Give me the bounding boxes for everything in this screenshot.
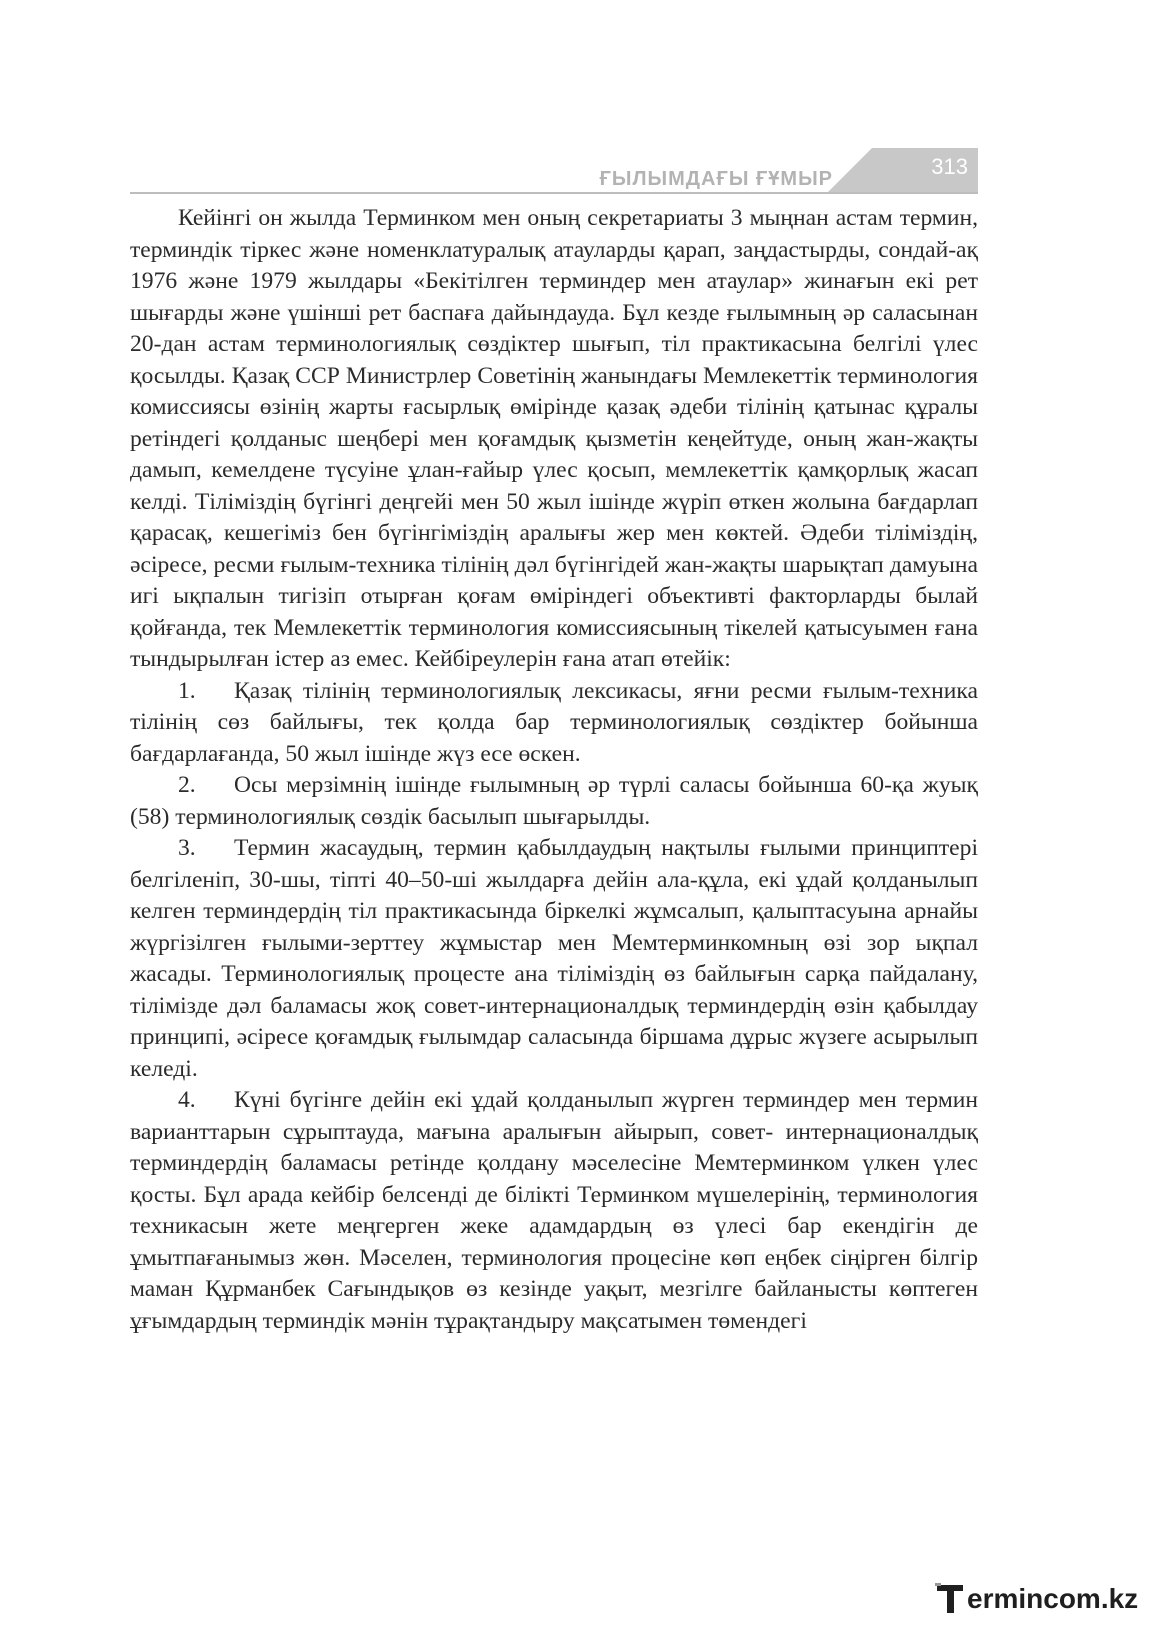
list-item-number: 3. (178, 835, 196, 861)
watermark (935, 1577, 1145, 1621)
list-item-text: Осы мерзімнің ішінде ғылымның әр түрлі саласы бойынша 60-қа жуық (58) терминологиялық сөздік басылып шығарылды. (130, 772, 978, 830)
list-item-number: 4. (178, 1087, 196, 1113)
list-item-text: Күні бүгінге дейін екі ұдай қолданылып жүрген терминдер мен термин варианттарын сұрыптауда, мағына аралығын айырып, совет- интернационалдық терминдердің баламасы ретінде қолдану мәселесіне Мемтерминком үлкен үлес қосты. Бұл арада кейбір белсенді де білікті Терминком мүшелерінің, терминология техникасын жете меңгерген жеке адамдардың өз үлесі бар екендігін де ұмытпағанымыз жөн. Мәселен, терминология процесіне көп еңбек сіңірген білгір маман Құрманбек Сағындықов өз кезінде уақыт, мезгілге байланысты көптеген ұғымдардың терминдік мәнін тұрақтандыру мақсатымен төмендегі (130, 1087, 978, 1334)
list-item-number: 2. (178, 772, 196, 798)
termincom-logo-icon (935, 1581, 965, 1617)
list-item (130, 833, 978, 1085)
page-number-tab (828, 148, 978, 192)
list-item-text: Термин жасаудың, термин қабылдаудың нақтылы ғылыми принциптері белгіленіп, 30-шы, тіпті 40–50-ші жылдарға дейін ала-құла, екі ұдай қолданылып келген терминдердің тіл практикасында біркелкі жұмсалып, қалыптасуына арнайы жүргізілген ғылыми-зерттеу жұмыстар мен Мемтерминкомның өзі зор ықпал жасады. Терминологиялық процесте ана тіліміздің өз байлығын сарқа пайдалану, тілімізде дәл баламасы жоқ совет-интернационалдық терминдердің өзін қабылдау принципі, әсіресе қоғамдық ғылымдар саласында біршама дұрыс жүзеге асырылып келеді. (130, 835, 978, 1082)
list-item (130, 676, 978, 771)
running-header-title: ҒЫЛЫМДАҒЫ ҒҰМЫР (599, 168, 833, 190)
page-header (130, 148, 978, 194)
header-rule (130, 192, 978, 194)
page-number: 313 (931, 154, 968, 179)
list-item-number: 1. (178, 677, 196, 704)
watermark-text: ermincom.kz (967, 1583, 1139, 1614)
list-item (130, 770, 978, 833)
list-item (130, 1085, 978, 1337)
body-text (130, 203, 978, 1337)
list-item-text: Қазақ тілінің терминологиялық лексикасы, яғни ресми ғылым-техника тілінің сөз байлығы, тек қолда бар терминологиялық сөздіктер бойынша бағдарлағанда, 50 жыл ішінде жүз есе өскен. (130, 677, 978, 767)
paragraph: Кейінгі он жылда Терминком мен оның секретариаты 3 мыңнан астам термин, терминдік тіркес және номенклатуралық атауларды қарап, заңдастырды, сондай-ақ 1976 және 1979 жылдары «Бекітілген терминдер мен атаулар» жинағын екі рет шығарды және үшінші рет баспаға дайындауда. Бұл кезде ғылымның әр саласынан 20-дан астам терминологиялық сөздіктер шығып, тіл практикасына белгілі үлес қосылды. Қазақ ССР Министрлер Советінің жанындағы Мемлекеттік терминология комиссиясы өзінің жарты ғасырлық өмірінде қазақ әдеби тілінің қатынас құралы ретіндегі қолданыс шеңбері мен қоғамдық қызметін кеңейтуде, оның жан-жақты дамып, кемелдене түсуіне ұлан-ғайыр үлес қосып, мемлекеттік қамқорлық жасап келді. Тіліміздің бүгінгі деңгейі мен 50 жыл ішінде жүріп өткен жолына бағдарлап қарасақ, кешегіміз бен бүгінгіміздің аралығы жер мен көктей. Әдеби тіліміздің, әсіресе, ресми ғылым-техника тілінің дәл бүгінгідей жан-жақты шарықтап дамуына игі ықпалын тигізіп отырған қоғам өміріндегі объективті факторларды былай қойғанда, тек Мемлекеттік терминология комиссиясының тікелей қатысуымен ғана тындырылған істер аз емес. Кейбіреулерін ғана атап өтейік: (130, 205, 978, 672)
